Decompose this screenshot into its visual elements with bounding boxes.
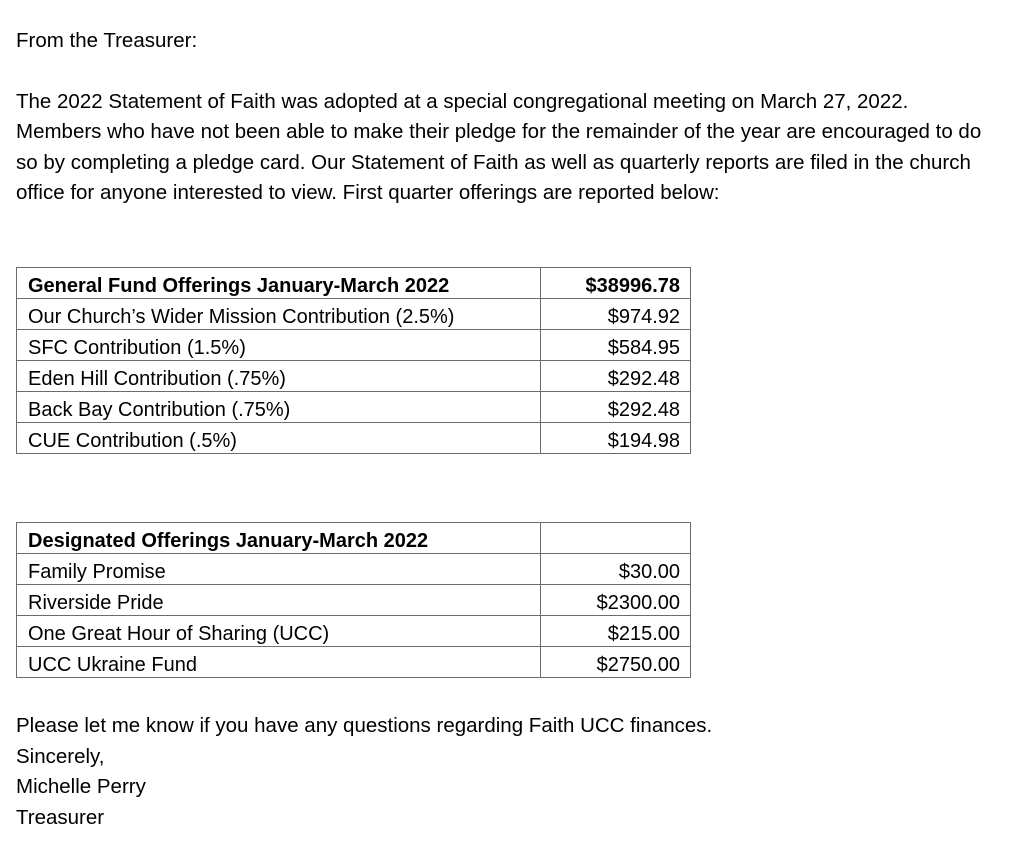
letter [16, 26, 996, 829]
table-header-row [17, 268, 691, 299]
table-row [17, 299, 691, 330]
row-label: SFC Contribution (1.5%) [17, 330, 541, 361]
table-row [17, 330, 691, 361]
table-header-amount: $38996.78 [541, 268, 691, 299]
table-row [17, 647, 691, 678]
table-row [17, 361, 691, 392]
general-fund-table [16, 267, 691, 454]
row-amount: $292.48 [541, 392, 691, 423]
row-amount: $584.95 [541, 330, 691, 361]
table-row [17, 392, 691, 423]
signer-name: Michelle Perry [16, 775, 146, 798]
table-header-amount [541, 523, 691, 554]
row-label: Back Bay Contribution (.75%) [17, 392, 541, 423]
designated-offerings-table [16, 522, 691, 678]
table-row [17, 616, 691, 647]
table-header-label: General Fund Offerings January-March 2022 [17, 268, 541, 299]
table-row [17, 423, 691, 454]
row-amount: $2750.00 [541, 647, 691, 678]
row-amount: $974.92 [541, 299, 691, 330]
row-label: Eden Hill Contribution (.75%) [17, 361, 541, 392]
table-row [17, 554, 691, 585]
row-label: Family Promise [17, 554, 541, 585]
row-label: Our Church’s Wider Mission Contribution (2.5%) [17, 299, 541, 330]
row-amount: $30.00 [541, 554, 691, 585]
table-header-row [17, 523, 691, 554]
signoff: Sincerely, [16, 744, 105, 768]
row-label: UCC Ukraine Fund [17, 647, 541, 678]
row-amount: $194.98 [541, 423, 691, 454]
table-header-label: Designated Offerings January-March 2022 [17, 523, 541, 554]
signer-title: Treasurer [16, 805, 105, 829]
closing-line: Please let me know if you have any questions regarding Faith UCC finances. [16, 714, 713, 737]
row-amount: $215.00 [541, 616, 691, 647]
intro-paragraph: The 2022 Statement of Faith was adopted at a special congregational meeting on March 27, 2022. Members who have not been able to make their pledge for the remainder of the year are encouraged to do so by completing a pledge card. Our Statement of Faith as well as quarterly reports are filed in the church office for anyone interested to view. First quarter offerings are reported below: [16, 89, 982, 204]
row-label: One Great Hour of Sharing (UCC) [17, 616, 541, 647]
row-amount: $292.48 [541, 361, 691, 392]
table-row [17, 585, 691, 616]
greeting: From the Treasurer: [16, 29, 198, 52]
row-amount: $2300.00 [541, 585, 691, 616]
row-label: Riverside Pride [17, 585, 541, 616]
row-label: CUE Contribution (.5%) [17, 423, 541, 454]
closing-block [16, 711, 712, 833]
